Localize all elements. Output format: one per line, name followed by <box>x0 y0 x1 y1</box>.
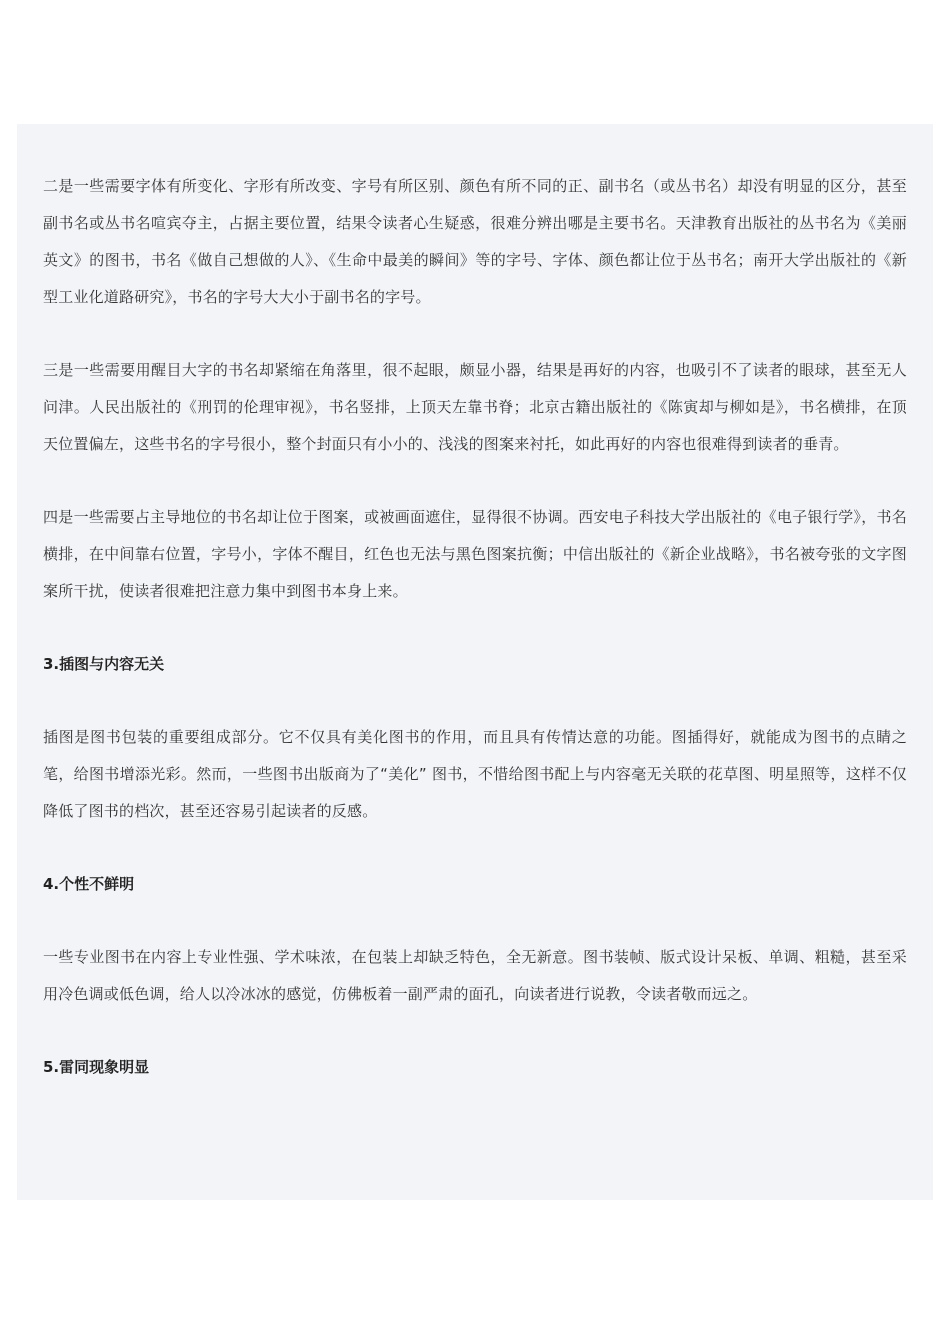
section-heading-similarity: 5.雷同现象明显 <box>43 1058 150 1076</box>
paragraph-title-size: 三是一些需要用醒目大字的书名却紧缩在角落里，很不起眼，颇显小器，结果是再好的内容，也吸引不了读者的眼球，甚至无人问津。人民出版社的《刑罚的伦理审视》，书名竖排，上顶天左靠书脊；北京古籍出版社的《陈寅却与柳如是》，书名横排，在顶天位置偏左，这些书名的字号很小，整个封面只有小小的、浅浅的图案来衬托，如此再好的内容也很难得到读者的垂青。 <box>43 361 907 453</box>
paragraph-title-distinction: 二是一些需要字体有所变化、字形有所改变、字号有所区别、颜色有所不同的正、副书名（或丛书名）却没有明显的区分，甚至副书名或丛书名喧宾夺主，占据主要位置，结果令读者心生疑惑，很难分辨出哪是主要书名。天津教育出版社的丛书名为《美丽英文》的图书，书名《做自己想做的人》、《生命中最美的瞬间》等的字号、字体、颜色都让位于丛书名；南开大学出版社的《新型工业化道路研究》，书名的字号大大小于副书名的字号。 <box>43 177 907 306</box>
paragraph-personality: 一些专业图书在内容上专业性强、学术味浓，在包装上却缺乏特色，全无新意。图书装帧、版式设计呆板、单调、粗糙，甚至采用冷色调或低色调，给人以冷冰冰的感觉，仿佛板着一副严肃的面孔，向读者进行说教，令读者敬而远之。 <box>43 948 907 1003</box>
section-heading-illustration: 3.插图与内容无关 <box>43 655 165 673</box>
section-heading-personality: 4.个性不鲜明 <box>43 875 135 893</box>
content-panel <box>17 124 933 1200</box>
paragraph-illustration: 插图是图书包装的重要组成部分。它不仅具有美化图书的作用，而且具有传情达意的功能。图插得好，就能成为图书的点睛之笔，给图书增添光彩。然而，一些图书出版商为了“美化” 图书，不惜给图书配上与内容毫无关联的花草图、明星照等，这样不仅降低了图书的档次，甚至还容易引起读者的反感。 <box>43 728 907 820</box>
paragraph-title-dominance: 四是一些需要占主导地位的书名却让位于图案，或被画面遮住，显得很不协调。西安电子科技大学出版社的《电子银行学》，书名横排，在中间靠右位置，字号小，字体不醒目，红色也无法与黑色图案抗衡；中信出版社的《新企业战略》，书名被夸张的文字图案所干扰，使读者很难把注意力集中到图书本身上来。 <box>43 508 907 600</box>
